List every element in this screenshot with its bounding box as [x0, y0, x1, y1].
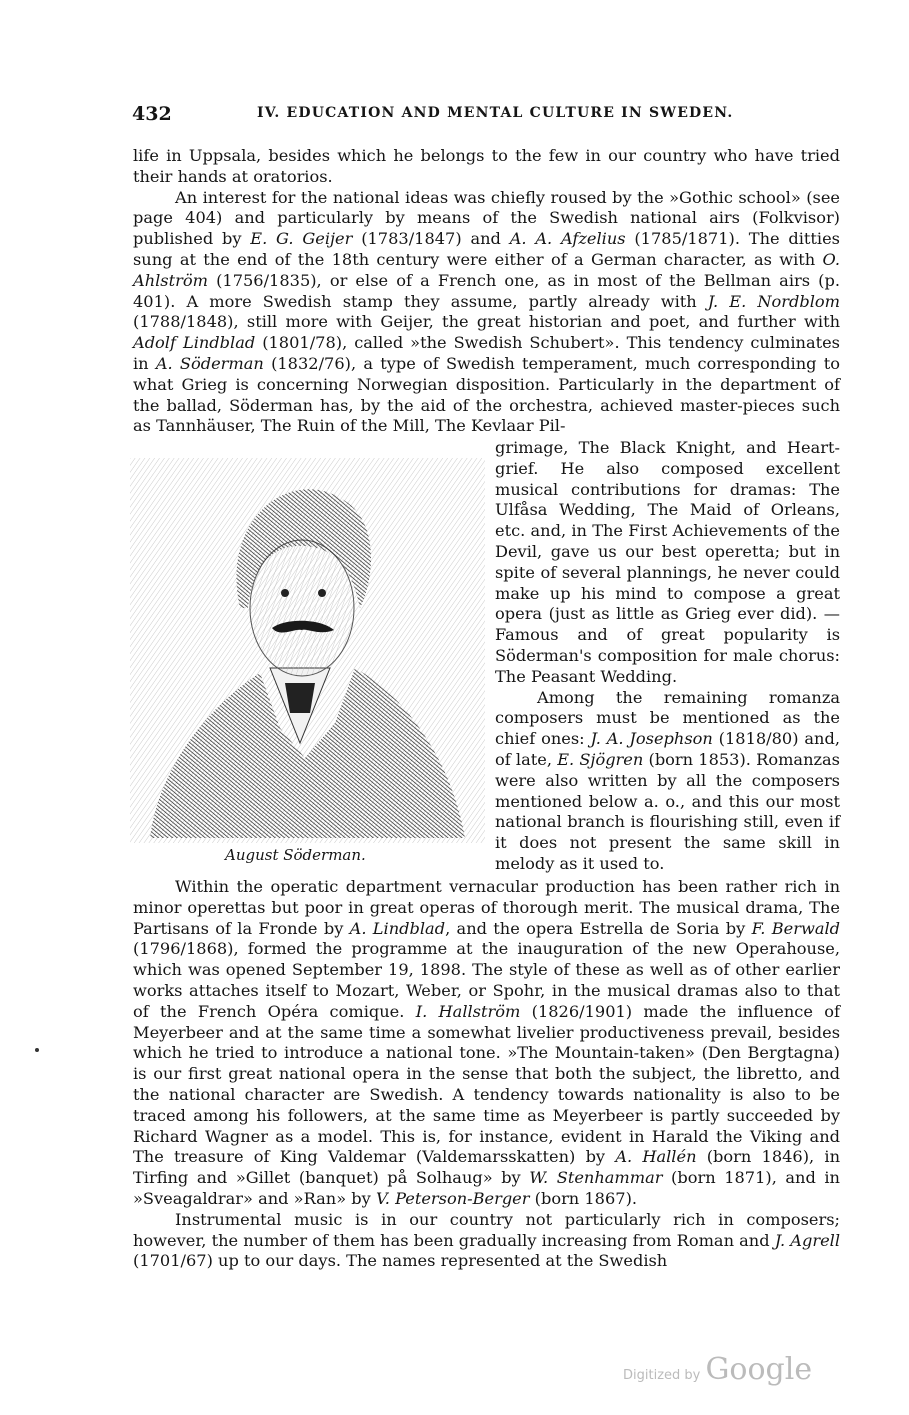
digitized-watermark — [623, 1352, 812, 1387]
paragraph-3: Among the remaining romanza composers must be mentioned as the chief ones: J. A. Josephson (1818/80) and, of late, E. Sjögren (born 1853). Romanzas were also written by all the composers mentioned below a. o., and this our most national branch is flourishing still, even if it does not present the same skill in melody as it used to. — [495, 687, 840, 873]
margin-mark — [35, 1048, 39, 1052]
cravat — [285, 683, 315, 713]
google-logo: Google — [705, 1352, 813, 1387]
running-head: IV. EDUCATION AND MENTAL CULTURE IN SWEDEN. — [257, 105, 734, 121]
figure-caption: August Söderman. — [225, 846, 366, 864]
paragraph-5: Instrumental music is in our country not particularly rich in composers; however, the number of them has been gradually increasing from Roman and J. Agrell (1701/67) up to our days. The names represented at the Swedish — [133, 1209, 840, 1271]
paragraph-2: An interest for the national ideas was chiefly roused by the »Gothic school» (see page 404) and particularly by means of the Swedish national airs (Folkvisor) published by E. G. Geijer (1783/1847) and A. A. Afzelius (1785/1871). The ditties sung at the end of the 18th century were either of a German character, as with O. Ahlström (1756/1835), or else of a French one, as in most of the Bellman airs (p. 401). A more Swedish stamp they assume, partly already with J. E. Nordblom (1788/1848), still more with Geijer, the great historian and poet, and further with Adolf Lindblad (1801/78), called »the Swedish Schubert». This tendency culminates in A. Söderman (1832/76), a type of Swedish temperament, much corresponding to what Grieg is concerning Norwegian disposition. Particularly in the department of the ballad, Söderman has, by the aid of the orchestra, achieved master-pieces such as Tannhäuser, The Ruin of the Mill, The Kevlaar Pil- — [133, 187, 840, 436]
watermark-prefix: Digitized by — [623, 1368, 701, 1383]
portrait-engraving — [130, 458, 485, 843]
text-block-bottom — [133, 877, 840, 1272]
page-number: 432 — [132, 103, 172, 125]
left-eye — [281, 589, 289, 597]
paragraph-2-continued: grimage, The Black Knight, and Heart-grief. He also composed excellent musical contributions for dramas: The Ulfåsa Wedding, The Maid of Orleans, etc. and, in The First Achievements of the Devil, gave us our best operetta; but in spite of several plannings, he never could make up his mind to compose a great opera (just as little as Grieg ever did). — Famous and of great popularity is Söderman's composition for male chorus: The Peasant Wedding. — [495, 438, 840, 686]
text-block-beside-figure — [495, 438, 840, 875]
paragraph-1: life in Uppsala, besides which he belongs to the few in our country who have tried their hands at oratorios. — [133, 146, 840, 186]
right-eye — [318, 589, 326, 597]
text-block-top — [133, 146, 840, 437]
paragraph-4: Within the operatic department vernacular production has been rather rich in minor operettas but poor in great operas of thorough merit. The musical drama, The Partisans of la Fronde by A. Lindblad, and the opera Estrella de Soria by F. Berwald (1796/1868), formed the programme at the inauguration of the new Operahouse, which was opened September 19, 1898. The style of these as well as of other earlier works attaches itself to Mozart, Weber, or Spohr, in the musical dramas also to that of the French Opéra comique. I. Hallström (1826/1901) made the influence of Meyerbeer and at the same time a somewhat livelier productiveness prevail, besides which he tried to introduce a national tone. »The Mountain-taken» (Den Bergtagna) is our first great national opera in the sense that both the subject, the libretto, and the national character are Swedish. A tendency towards nationality is also to be traced among his followers, at the same time as Meyerbeer is partly succeeded by Richard Wagner as a model. This is, for instance, evident in Harald the Viking and The treasure of King Valdemar (Valdemarsskatten) by A. Hallén (born 1846), in Tirfing and »Gillet (banquet) på Solhaug» by W. Stenhammar (born 1871), and in »Sveagaldrar» and »Ran» by V. Peterson-Berger (born 1867). — [133, 877, 841, 1208]
